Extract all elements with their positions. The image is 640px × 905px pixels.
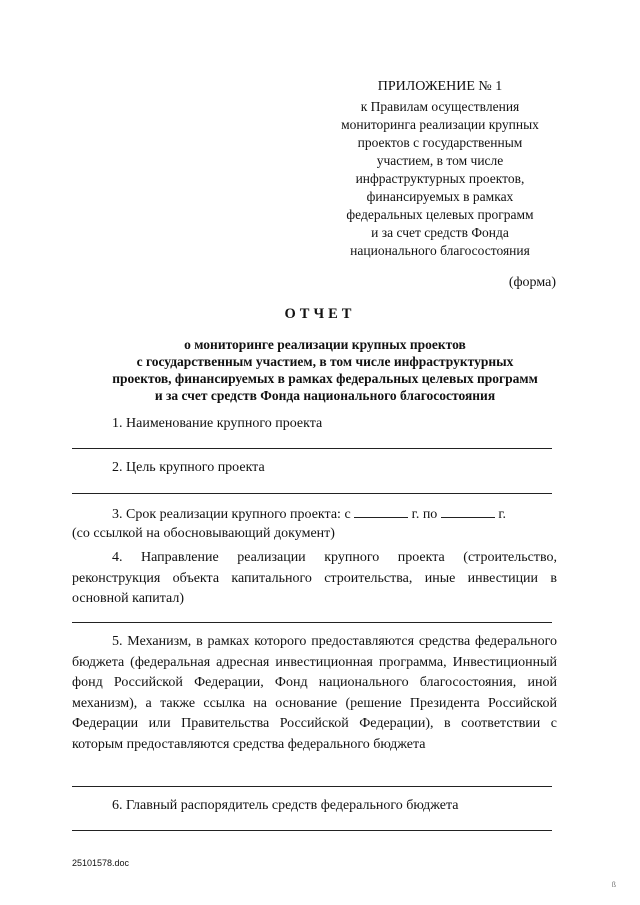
item-1-label: 1. Наименование крупного проекта (112, 416, 323, 431)
start-date-field[interactable] (354, 505, 408, 518)
item-4-answer-line[interactable] (72, 622, 552, 623)
item-6-answer-line[interactable] (72, 830, 552, 831)
form-label: (форма) (508, 275, 556, 290)
item-5-answer-line[interactable] (72, 786, 552, 787)
item-2-answer-line[interactable] (72, 493, 552, 494)
item-3-label: 3. Срок реализации крупного проекта: с (112, 507, 351, 522)
appendix-line: национального благосостояния (350, 243, 530, 258)
item-3-year: г. (498, 507, 506, 522)
subtitle-line: проектов, финансируемых в рамках федеральных целевых программ (112, 371, 538, 386)
report-subtitle (90, 336, 560, 404)
appendix-line: и за счет средств Фонда (371, 225, 509, 240)
item-5-label: 5. Механизм, в рамках которого предоставляются средства федерального бюджета (федеральная адресная инвестиционная программа, Инвестиционный фонд Российской Федерации, Фонд национального благосостояния, иной механизм), а также ссылка на основание (решение Президента Российской Федерации или Правительства Российской Федерации), в соответствии с которым предоставляются средства федерального бюджета (72, 634, 557, 752)
document-code: 25101578.doc (72, 858, 130, 868)
appendix-line: финансируемых в рамках (366, 189, 514, 204)
subtitle-line: о мониторинге реализации крупных проектов (184, 337, 466, 352)
item-3-year-to: г. по (411, 507, 438, 522)
corner-mark: ß (611, 882, 616, 889)
end-date-field[interactable] (441, 505, 495, 518)
appendix-heading: ПРИЛОЖЕНИЕ № 1 (377, 79, 503, 94)
item-4-label: 4. Направление реализации крупного проекта (строительство, реконструкция объекта капитального строительства, иные инвестиции в основной капитал) (72, 550, 557, 606)
appendix-line: к Правилам осуществления (360, 99, 520, 114)
appendix-line: участием, в том числе (376, 153, 504, 168)
item-6-label: 6. Главный распорядитель средств федерального бюджета (112, 798, 459, 813)
appendix-line: проектов с государственным (357, 135, 523, 150)
subtitle-line: с государственным участием, в том числе инфраструктурных (136, 354, 514, 369)
subtitle-line: и за счет средств Фонда национального благосостояния (154, 388, 496, 403)
item-3-note: (со ссылкой на обосновывающий документ) (72, 526, 335, 541)
item-3-row (112, 505, 557, 526)
appendix-line: мониторинга реализации крупных (341, 117, 539, 132)
item-2-label: 2. Цель крупного проекта (112, 460, 265, 475)
item-1-answer-line[interactable] (72, 448, 552, 449)
report-title: ОТЧЕТ (284, 306, 356, 322)
appendix-line: федеральных целевых программ (346, 207, 534, 222)
appendix-line: инфраструктурных проектов, (355, 171, 525, 186)
appendix-block (315, 78, 565, 260)
